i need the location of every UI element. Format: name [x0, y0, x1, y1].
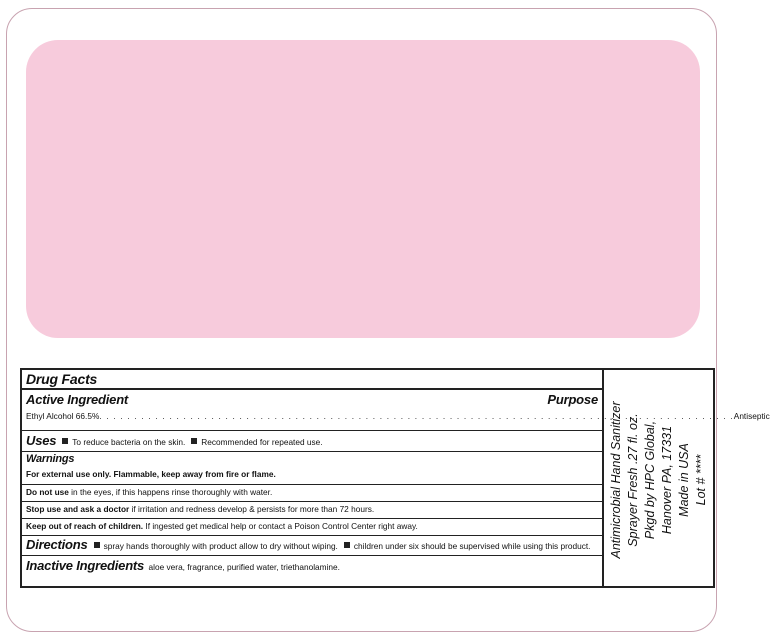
product-size: Sprayer Fresh .27 fl. oz.: [626, 413, 640, 547]
warnings-section: [22, 452, 602, 485]
inactive-ingredients-text: aloe vera, fragrance, purified water, triethanolamine.: [148, 562, 340, 572]
uses-section: [22, 431, 602, 452]
product-info-panel: [604, 368, 715, 588]
do-not-use-row: [22, 485, 602, 502]
bullet-icon: [191, 438, 197, 444]
use-item: Recommended for repeated use.: [201, 437, 323, 447]
packager-address: Hanover PA, 17331: [660, 425, 674, 535]
warnings-heading: Warnings: [26, 453, 75, 465]
external-use-warning: For external use only. Flammable, keep away from fire or flame.: [26, 469, 276, 479]
direction-item: spray hands thoroughly with product allow to dry without wiping.: [103, 541, 338, 551]
directions-heading: Directions: [26, 537, 88, 552]
country-of-origin: Made in USA: [677, 443, 691, 517]
pink-label-area: [26, 40, 700, 338]
active-ingredient-section: [22, 390, 770, 431]
drug-facts-title-row: [22, 370, 602, 390]
bullet-icon: [94, 542, 100, 548]
lot-number: Lot # ****: [694, 454, 708, 506]
leader-dots: . . . . . . . . . . . . . . . . . . . . . . . . . . . . . . . . . . . . . . . . . . . . . . . . . . . . . . . . . . . . . . . . . . . . . . . . . . . . . . . . . . . . . . . . . . .: [99, 411, 734, 421]
active-ingredient-heading: Active Ingredient: [26, 392, 129, 407]
use-item: To reduce bacteria on the skin.: [72, 437, 186, 447]
bullet-icon: [62, 438, 68, 444]
bullet-icon: [344, 542, 350, 548]
active-ingredient-value: Ethyl Alcohol 66.5%: [26, 411, 100, 421]
purpose-heading: Purpose: [547, 392, 598, 407]
directions-section: [22, 536, 602, 556]
keep-out-text: If ingested get medical help or contact a Poison Control Center right away.: [143, 521, 418, 531]
keep-out-row: [22, 519, 602, 536]
drug-facts-title: Drug Facts: [26, 371, 98, 387]
direction-item: children under six should be supervised while using this product.: [353, 541, 591, 551]
do-not-use-text: in the eyes, if this happens rinse thoroughly with water.: [68, 487, 273, 497]
purpose-value: Antiseptic: [733, 411, 770, 421]
packager-name: Pkgd by HPC Global,: [643, 420, 657, 540]
product-info-text: [608, 374, 710, 586]
product-name: Antimicrobial Hand Sanitizer: [609, 401, 623, 559]
stop-use-label: Stop use and ask a doctor: [26, 504, 130, 514]
stop-use-text: if irritation and redness develop & persists for more than 72 hours.: [129, 504, 375, 514]
stop-use-row: [22, 502, 602, 519]
keep-out-label: Keep out of reach of children.: [26, 521, 144, 531]
inactive-ingredients-heading: Inactive Ingredients: [26, 558, 145, 573]
uses-heading: Uses: [26, 433, 57, 448]
inactive-ingredients-section: [22, 556, 602, 576]
do-not-use-label: Do not use: [26, 487, 69, 497]
